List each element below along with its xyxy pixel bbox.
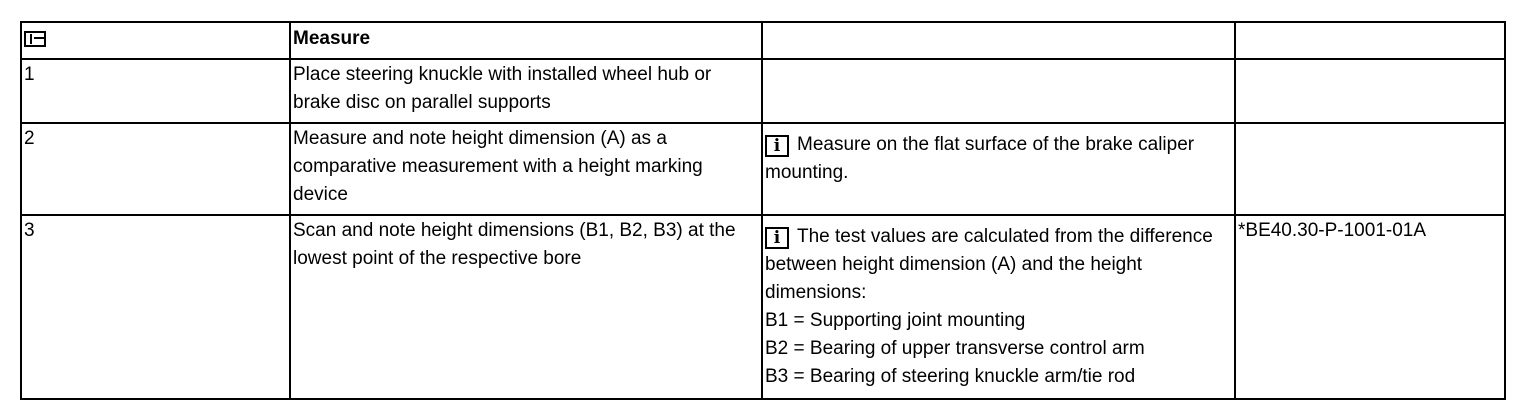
step-number: 2 <box>21 123 290 215</box>
step-number: 1 <box>21 59 290 123</box>
step-note <box>762 59 1235 123</box>
table-row <box>21 59 1505 123</box>
header-reference-cell <box>1235 22 1505 59</box>
note-line-b3: B3 = Bearing of steering knuckle arm/tie rod <box>765 366 1136 387</box>
step-reference <box>1235 123 1505 215</box>
table-row <box>21 215 1505 399</box>
step-reference <box>1235 59 1505 123</box>
note-text: Measure on the flat surface of the brake caliper mounting. <box>765 134 1195 183</box>
note-line-b2: B2 = Bearing of upper transverse control arm <box>765 338 1145 359</box>
step-action: Place steering knuckle with installed wheel hub or brake disc on parallel supports <box>290 59 762 123</box>
step-action: Measure and note height dimension (A) as a comparative measurement with a height marking device <box>290 123 762 215</box>
table-row <box>21 123 1505 215</box>
info-icon: i <box>765 135 789 157</box>
note-line-b1: B1 = Supporting joint mounting <box>765 310 1026 331</box>
step-action: Scan and note height dimensions (B1, B2, B3) at the lowest point of the respective bore <box>290 215 762 399</box>
note-text: The test values are calculated from the difference between height dimension (A) and the height dimensions: <box>765 226 1213 303</box>
header-step-cell <box>21 22 290 59</box>
table-header-row <box>21 22 1505 59</box>
info-icon: i <box>765 227 789 249</box>
step-reference-link[interactable]: *BE40.30-P-1001-01A <box>1235 215 1505 399</box>
procedure-icon <box>24 31 46 47</box>
step-note <box>762 215 1235 399</box>
procedure-table <box>20 21 1506 400</box>
header-notes-cell <box>762 22 1235 59</box>
step-number: 3 <box>21 215 290 399</box>
step-note <box>762 123 1235 215</box>
header-title: Measure <box>290 22 762 59</box>
